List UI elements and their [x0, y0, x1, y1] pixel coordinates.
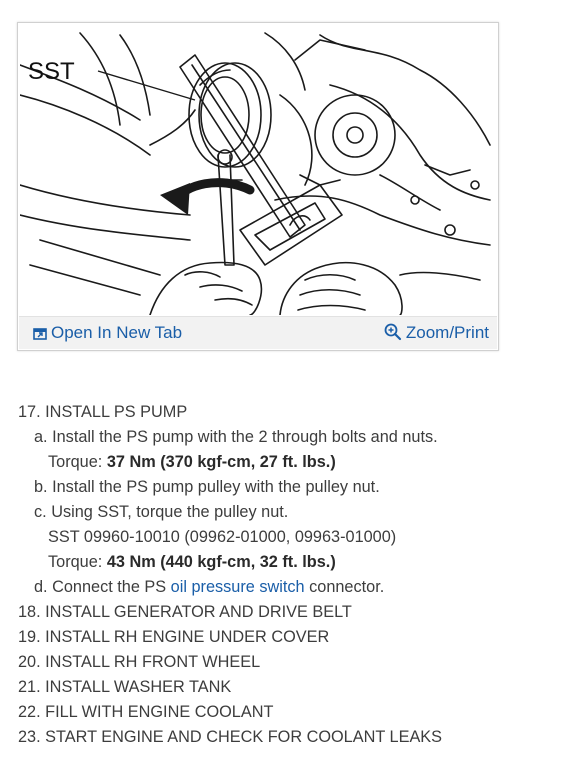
step-17a-torque — [18, 450, 578, 475]
pulley-torque-illustration — [20, 25, 496, 315]
torque-value: 37 Nm (370 kgf-cm, 27 ft. lbs.) — [106, 453, 336, 471]
step-21: 21. INSTALL WASHER TANK — [18, 678, 232, 696]
sst-callout-label: SST — [28, 58, 75, 85]
torque-label: Torque: — [48, 553, 107, 571]
open-in-new-tab-label: Open In New Tab — [51, 323, 183, 342]
torque-label: Torque: — [48, 453, 107, 471]
step-17d-text-before: d. Connect the PS — [34, 578, 171, 596]
step-17b: b. Install the PS pump pulley with the pulley nut. — [34, 478, 380, 496]
oil-pressure-switch-link[interactable]: oil pressure switch — [170, 578, 305, 596]
open-in-new-tab-button[interactable] — [33, 323, 182, 343]
step-18: 18. INSTALL GENERATOR AND DRIVE BELT — [18, 603, 352, 621]
step-23: 23. START ENGINE AND CHECK FOR COOLANT LEAKS — [18, 728, 443, 746]
step-17c-sst: SST 09960-10010 (09962-01000, 09963-01000) — [48, 528, 397, 546]
step-17c-torque — [18, 550, 578, 575]
step-17: 17. INSTALL PS PUMP — [18, 403, 188, 421]
illustration-toolbar — [19, 316, 497, 349]
step-20: 20. INSTALL RH FRONT WHEEL — [18, 653, 261, 671]
zoom-print-label: Zoom/Print — [405, 323, 489, 342]
zoom-icon — [384, 323, 402, 341]
step-17a: a. Install the PS pump with the 2 through bolts and nuts. — [34, 428, 438, 446]
step-17d-text-after: connector. — [304, 578, 385, 596]
step-17d — [18, 575, 578, 600]
step-19: 19. INSTALL RH ENGINE UNDER COVER — [18, 628, 330, 646]
open-in-new-tab-icon — [33, 327, 47, 341]
zoom-print-button[interactable] — [384, 323, 489, 343]
illustration-panel — [17, 22, 499, 351]
step-22: 22. FILL WITH ENGINE COOLANT — [18, 703, 274, 721]
procedure-steps — [18, 400, 578, 750]
torque-value: 43 Nm (440 kgf-cm, 32 ft. lbs.) — [106, 553, 336, 571]
step-17c: c. Using SST, torque the pulley nut. — [34, 503, 289, 521]
